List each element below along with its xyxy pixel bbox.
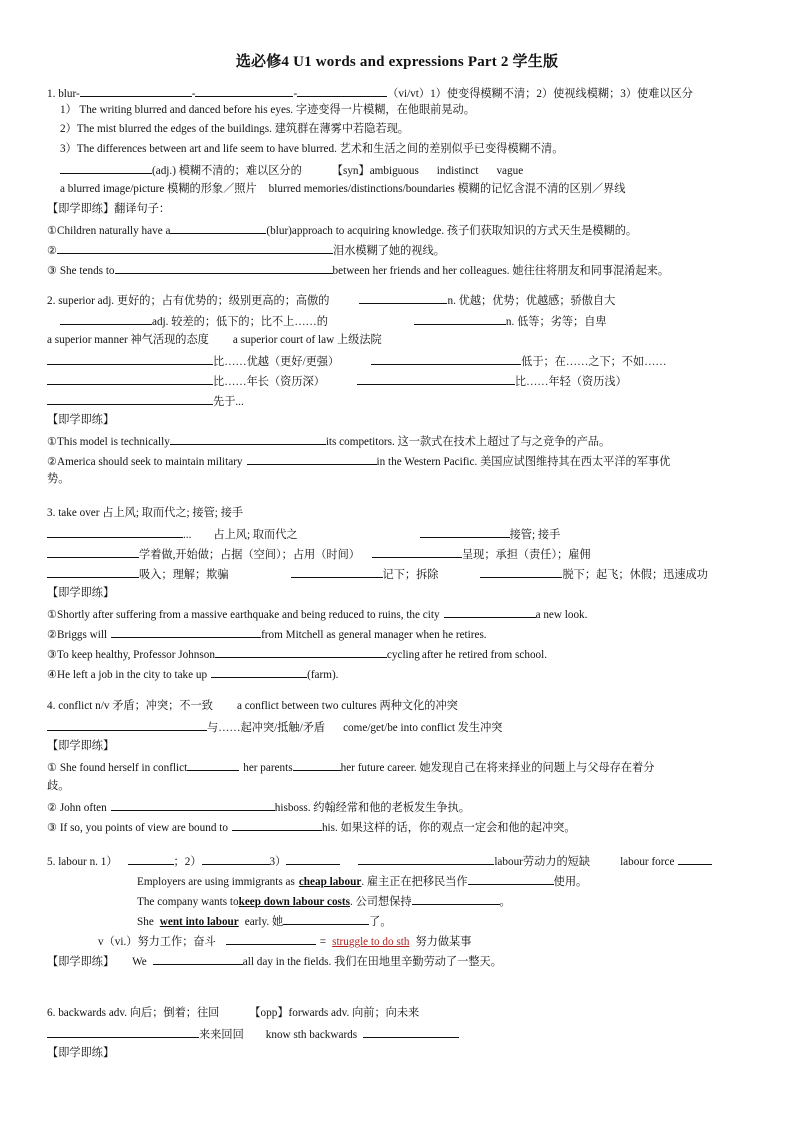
phrase-line: 比……年长（资历深） 比……年轻（资历浅） <box>47 372 627 390</box>
page-title: 选必修4 U1 words and expressions Part 2 学生版 <box>235 54 559 70</box>
blank[interactable] <box>480 565 562 578</box>
example-sentence: She went into labour early. 她 了。 <box>137 912 392 930</box>
blank[interactable] <box>47 352 213 365</box>
blank[interactable] <box>363 1025 459 1038</box>
blank[interactable] <box>47 372 213 385</box>
drill-question: 【即学即练】 We all day in the fields. 我们在田地里辛勤劳动了一整天。 <box>47 952 502 970</box>
blank[interactable] <box>128 852 174 865</box>
blank[interactable] <box>297 84 387 97</box>
blank[interactable] <box>47 392 213 405</box>
phrase-line: 吸入；理解；欺骗 记下；拆除 脱下；起飞；休假；迅速成功 <box>47 565 708 583</box>
drill-heading: 【即学即练】 <box>47 956 115 968</box>
word-label: 1. blur- <box>47 88 80 100</box>
phrase-line: 先于... <box>47 392 244 410</box>
example-sentence: 2）The mist blurred the edges of the buildings. 建筑群在薄雾中若隐若现。 <box>60 123 409 135</box>
blank[interactable] <box>111 798 275 811</box>
superior-heading: 2. superior adj. 更好的；占有优势的；级别更高的；高傲的 n. 优越；优势；优越感；骄傲自大 <box>47 291 615 309</box>
phrase-line: 学着做,开始做；占据（空间）；占用（时间） 呈现；承担（责任）；雇佣 <box>47 545 591 563</box>
blank[interactable] <box>187 758 239 771</box>
blank[interactable] <box>195 84 293 97</box>
drill-question: ② John often hisboss. 约翰经常和他的老板发生争执。 <box>47 798 470 816</box>
drill-question: ③To keep healthy, Professor Johnson cycling after he retired from school. <box>47 645 547 663</box>
blank[interactable] <box>47 565 139 578</box>
blank[interactable] <box>47 1025 199 1038</box>
example-sentence: 1） The writing blurred and danced before his eyes. 字迹变得一片模糊，在他眼前晃动。 <box>60 104 475 116</box>
blank[interactable] <box>444 605 536 618</box>
blank[interactable] <box>111 625 261 638</box>
drill-question: ① She found herself in conflict her parents her future career. 她发现自己在将来择业的问题上与父母存在着分 <box>47 758 654 776</box>
blank[interactable] <box>232 818 322 831</box>
blank[interactable] <box>468 872 554 885</box>
blank[interactable] <box>47 718 207 731</box>
blank[interactable] <box>359 291 447 304</box>
blank[interactable] <box>291 565 383 578</box>
blank[interactable] <box>412 892 500 905</box>
blank[interactable] <box>80 84 192 97</box>
blank[interactable] <box>60 312 152 325</box>
blank[interactable] <box>170 221 266 234</box>
backwards-heading: 6. backwards adv. 向后；倒着；往回 【opp】forwards adv. 向前；向未来 <box>47 1007 420 1019</box>
blank[interactable] <box>47 545 139 558</box>
blank[interactable] <box>57 241 333 254</box>
blank[interactable] <box>153 952 243 965</box>
blank[interactable] <box>60 161 152 174</box>
collocation-line: a superior manner 神气活现的态度 a superior court of law 上级法院 <box>47 334 382 346</box>
blank[interactable] <box>215 645 387 658</box>
drill-question: ①Shortly after suffering from a massive earthquake and being reduced to ruins, the city a new look. <box>47 605 587 623</box>
drill-question: ②Briggs will from Mitchell as general manager when he retires. <box>47 625 487 643</box>
example-sentence: 3）The differences between art and life seem to have blurred. 艺术和生活之间的差别似乎已变得模糊不清。 <box>60 143 564 155</box>
drill-question: ④He left a job in the city to take up (farm). <box>47 665 338 683</box>
blank[interactable] <box>371 352 521 365</box>
drill-question: ②America should seek to maintain military in the Western Pacific. 美国应试图维持其在西太平洋的军事优 <box>47 452 670 470</box>
blank[interactable] <box>414 312 506 325</box>
collocation-line: a blurred image/picture 模糊的形象／照片 blurred memories/distinctions/boundaries 模糊的记忆含混不清的区别／界线 <box>60 183 626 195</box>
drill-heading: 【即学即练】 <box>47 414 115 426</box>
labour-heading: 5. labour n. 1） ；2） 3） labour劳动力的短缺 labour force <box>47 852 712 870</box>
synonym-line: (adj.) 模糊不清的；难以区分的 【syn】ambiguous indistinct vague <box>60 161 523 179</box>
drill-question: ①Children naturally have a (blur)approach to acquiring knowledge. 孩子们获取知识的方式天生是模糊的。 <box>47 221 637 239</box>
blank[interactable] <box>115 261 333 274</box>
blank[interactable] <box>420 525 510 538</box>
blank[interactable] <box>247 452 377 465</box>
blank[interactable] <box>293 758 341 771</box>
take-over-heading: 3. take over 占上风; 取而代之; 接管; 接手 <box>47 507 244 519</box>
blank[interactable] <box>170 432 326 445</box>
blur-heading: 1. blur- - - （vi/vt）1）使变得模糊不清；2）使视线模糊；3）使难以区分 <box>47 84 693 102</box>
conflict-heading: 4. conflict n/v 矛盾；冲突；不一致 a conflict between two cultures 两种文化的冲突 <box>47 700 458 712</box>
drill-question-cont: 歧。 <box>47 780 70 792</box>
phrase-line: 比……优越（更好/更强） 低于；在……之下；不如…… <box>47 352 667 370</box>
blank[interactable] <box>358 852 494 865</box>
phrase-line: 来来回回 know sth backwards <box>47 1025 459 1043</box>
blank[interactable] <box>372 545 462 558</box>
drill-heading: 【即学即练】翻译句子： <box>47 203 171 215</box>
blank[interactable] <box>211 665 307 678</box>
drill-heading: 【即学即练】 <box>47 1047 115 1059</box>
drill-question: ② 泪水模糊了她的视线。 <box>47 241 445 259</box>
drill-question: ①This model is technically its competitors. 这一款式在技术上超过了与之竞争的产品。 <box>47 432 610 450</box>
drill-question: ③ If so, you points of view are bound to his. 如果这样的话，你的观点一定会和他的起冲突。 <box>47 818 576 836</box>
phrase-line: ... 占上风; 取而代之 接管; 接手 <box>47 525 560 543</box>
drill-question: ③ She tends to between her friends and her colleagues. 她往往将朋友和同事混淆起来。 <box>47 261 669 279</box>
example-sentence: The company wants tokeep down labour costs. 公司想保持 。 <box>137 892 511 910</box>
blank[interactable] <box>678 852 712 865</box>
blank[interactable] <box>283 912 369 925</box>
example-sentence: Employers are using immigrants as cheap labour. 雇主正在把移民当作 使用。 <box>137 872 587 890</box>
drill-heading: 【即学即练】 <box>47 740 115 752</box>
blank[interactable] <box>286 852 340 865</box>
phrase-line: 与……起冲突/抵触/矛盾 come/get/be into conflict 发生冲突 <box>47 718 502 736</box>
blank[interactable] <box>202 852 270 865</box>
drill-heading: 【即学即练】 <box>47 587 115 599</box>
blank[interactable] <box>226 932 316 945</box>
blank[interactable] <box>47 525 183 538</box>
verb-line: v（vi.）努力工作；奋斗 = struggle to do sth 努力做某事 <box>98 932 471 950</box>
drill-question-cont: 势。 <box>47 473 70 485</box>
word-form-line: adj. 较差的；低下的；比不上……的 n. 低等；劣等；自卑 <box>60 312 607 330</box>
blank[interactable] <box>357 372 515 385</box>
